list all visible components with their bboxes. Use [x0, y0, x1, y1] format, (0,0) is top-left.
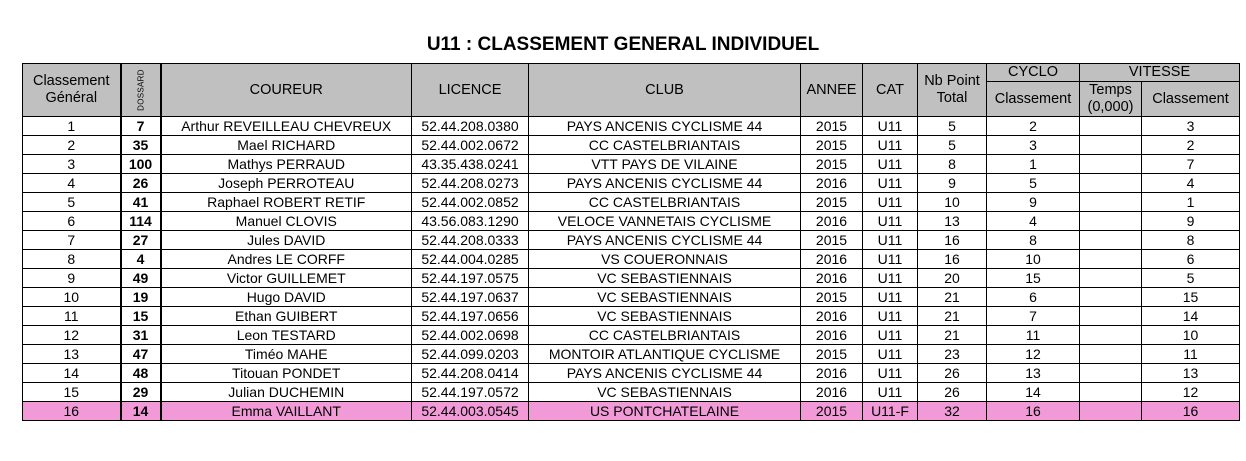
header-vitesse: VITESSE — [1080, 64, 1240, 82]
cell-vitesse-classement: 1 — [1142, 193, 1240, 212]
header-club: CLUB — [529, 64, 801, 117]
cell-club: PAYS ANCENIS CYCLISME 44 — [529, 174, 801, 193]
cell-cyclo-classement: 16 — [987, 402, 1080, 421]
cell-coureur: Mael RICHARD — [161, 136, 412, 155]
header-vitesse-temps — [1080, 82, 1142, 117]
cell-cyclo-classement: 15 — [987, 269, 1080, 288]
cell-points: 8 — [918, 155, 987, 174]
table-row — [23, 117, 1240, 136]
table-row — [23, 364, 1240, 383]
cell-licence: 43.56.083.1290 — [412, 212, 529, 231]
cell-points: 21 — [918, 288, 987, 307]
header-temps-line1: Temps — [1089, 82, 1132, 98]
cell-dossard: 27 — [121, 231, 161, 250]
cell-cat: U11 — [863, 231, 918, 250]
cell-rank: 4 — [23, 174, 121, 193]
cell-coureur: Manuel CLOVIS — [161, 212, 412, 231]
cell-points: 26 — [918, 364, 987, 383]
cell-rank: 2 — [23, 136, 121, 155]
cell-coureur: Arthur REVEILLEAU CHEVREUX — [161, 117, 412, 136]
cell-points: 5 — [918, 136, 987, 155]
cell-cyclo-classement: 11 — [987, 326, 1080, 345]
cell-vitesse-classement: 16 — [1142, 402, 1240, 421]
table-row — [23, 212, 1240, 231]
cell-cat: U11 — [863, 307, 918, 326]
cell-cyclo-classement: 3 — [987, 136, 1080, 155]
cell-annee: 2016 — [801, 326, 863, 345]
cell-club: VS COUERONNAIS — [529, 250, 801, 269]
table-row — [23, 136, 1240, 155]
table-row — [23, 383, 1240, 402]
cell-vitesse-classement: 7 — [1142, 155, 1240, 174]
cell-coureur: Titouan PONDET — [161, 364, 412, 383]
cell-dossard: 26 — [121, 174, 161, 193]
cell-coureur: Leon TESTARD — [161, 326, 412, 345]
cell-rank: 12 — [23, 326, 121, 345]
cell-vitesse-temps — [1080, 383, 1142, 402]
cell-points: 16 — [918, 231, 987, 250]
cell-licence: 43.35.438.0241 — [412, 155, 529, 174]
cell-annee: 2015 — [801, 345, 863, 364]
cell-cat: U11-F — [863, 402, 918, 421]
cell-cat: U11 — [863, 345, 918, 364]
cell-cyclo-classement: 8 — [987, 231, 1080, 250]
cell-cyclo-classement: 10 — [987, 250, 1080, 269]
cell-rank: 1 — [23, 117, 121, 136]
table-row — [23, 326, 1240, 345]
cell-licence: 52.44.208.0380 — [412, 117, 529, 136]
cell-club: VC SEBASTIENNAIS — [529, 288, 801, 307]
cell-cat: U11 — [863, 193, 918, 212]
cell-dossard: 31 — [121, 326, 161, 345]
cell-cyclo-classement: 7 — [987, 307, 1080, 326]
cell-club: CC CASTELBRIANTAIS — [529, 193, 801, 212]
table-row — [23, 174, 1240, 193]
cell-cat: U11 — [863, 288, 918, 307]
cell-vitesse-classement: 5 — [1142, 269, 1240, 288]
cell-points: 9 — [918, 174, 987, 193]
cell-rank: 15 — [23, 383, 121, 402]
cell-dossard: 4 — [121, 250, 161, 269]
cell-annee: 2016 — [801, 364, 863, 383]
cell-licence: 52.44.197.0637 — [412, 288, 529, 307]
cell-licence: 52.44.003.0545 — [412, 402, 529, 421]
cell-dossard: 7 — [121, 117, 161, 136]
cell-dossard: 19 — [121, 288, 161, 307]
cell-dossard: 29 — [121, 383, 161, 402]
header-coureur: COUREUR — [161, 64, 412, 117]
cell-vitesse-classement: 14 — [1142, 307, 1240, 326]
cell-vitesse-classement: 6 — [1142, 250, 1240, 269]
cell-rank: 3 — [23, 155, 121, 174]
table-row — [23, 307, 1240, 326]
header-cat: CAT — [863, 64, 918, 117]
cell-coureur: Jules DAVID — [161, 231, 412, 250]
header-dossard-label: DOSSARD — [136, 69, 145, 111]
cell-vitesse-classement: 10 — [1142, 326, 1240, 345]
cell-annee: 2015 — [801, 402, 863, 421]
cell-points: 26 — [918, 383, 987, 402]
cell-licence: 52.44.002.0672 — [412, 136, 529, 155]
cell-dossard: 35 — [121, 136, 161, 155]
cell-points: 21 — [918, 326, 987, 345]
header-dossard — [121, 64, 161, 117]
cell-annee: 2016 — [801, 174, 863, 193]
cell-dossard: 41 — [121, 193, 161, 212]
cell-cat: U11 — [863, 155, 918, 174]
cell-cyclo-classement: 4 — [987, 212, 1080, 231]
cell-club: VC SEBASTIENNAIS — [529, 383, 801, 402]
cell-cat: U11 — [863, 117, 918, 136]
cell-vitesse-classement: 11 — [1142, 345, 1240, 364]
cell-vitesse-classement: 4 — [1142, 174, 1240, 193]
cell-vitesse-classement: 15 — [1142, 288, 1240, 307]
cell-licence: 52.44.208.0333 — [412, 231, 529, 250]
cell-cyclo-classement: 2 — [987, 117, 1080, 136]
cell-cat: U11 — [863, 364, 918, 383]
cell-rank: 13 — [23, 345, 121, 364]
cell-coureur: Raphael ROBERT RETIF — [161, 193, 412, 212]
cell-annee: 2016 — [801, 212, 863, 231]
cell-annee: 2015 — [801, 155, 863, 174]
header-classement-general-line1: Classement — [32, 73, 110, 89]
cell-club: PAYS ANCENIS CYCLISME 44 — [529, 364, 801, 383]
cell-vitesse-temps — [1080, 193, 1142, 212]
cell-annee: 2016 — [801, 269, 863, 288]
cell-coureur: Mathys PERRAUD — [161, 155, 412, 174]
header-nb-point-line1: Nb Point — [924, 73, 980, 89]
cell-cat: U11 — [863, 250, 918, 269]
header-cyclo-classement: Classement — [987, 82, 1080, 117]
cell-licence: 52.44.002.0698 — [412, 326, 529, 345]
cell-vitesse-temps — [1080, 326, 1142, 345]
cell-vitesse-classement: 3 — [1142, 117, 1240, 136]
cell-cyclo-classement: 1 — [987, 155, 1080, 174]
cell-licence: 52.44.197.0656 — [412, 307, 529, 326]
cell-annee: 2015 — [801, 136, 863, 155]
cell-rank: 5 — [23, 193, 121, 212]
cell-rank: 8 — [23, 250, 121, 269]
header-vitesse-classement: Classement — [1142, 82, 1240, 117]
cell-annee: 2015 — [801, 193, 863, 212]
cell-points: 5 — [918, 117, 987, 136]
cell-licence: 52.44.004.0285 — [412, 250, 529, 269]
cell-club: PAYS ANCENIS CYCLISME 44 — [529, 117, 801, 136]
cell-coureur: Timéo MAHE — [161, 345, 412, 364]
table-row — [23, 250, 1240, 269]
cell-coureur: Andres LE CORFF — [161, 250, 412, 269]
header-nb-point-total — [918, 64, 987, 117]
cell-coureur: Joseph PERROTEAU — [161, 174, 412, 193]
cell-points: 21 — [918, 307, 987, 326]
cell-rank: 10 — [23, 288, 121, 307]
cell-club: VTT PAYS DE VILAINE — [529, 155, 801, 174]
cell-vitesse-temps — [1080, 231, 1142, 250]
cell-cat: U11 — [863, 174, 918, 193]
cell-cat: U11 — [863, 383, 918, 402]
cell-coureur: Julian DUCHEMIN — [161, 383, 412, 402]
cell-vitesse-temps — [1080, 364, 1142, 383]
cell-annee: 2016 — [801, 383, 863, 402]
table-row — [23, 155, 1240, 174]
cell-club: VC SEBASTIENNAIS — [529, 269, 801, 288]
cell-vitesse-classement: 2 — [1142, 136, 1240, 155]
cell-vitesse-classement: 9 — [1142, 212, 1240, 231]
cell-vitesse-classement: 8 — [1142, 231, 1240, 250]
cell-vitesse-temps — [1080, 307, 1142, 326]
cell-vitesse-temps — [1080, 117, 1142, 136]
cell-annee: 2016 — [801, 250, 863, 269]
cell-vitesse-temps — [1080, 174, 1142, 193]
ranking-table — [22, 63, 1240, 421]
cell-club: CC CASTELBRIANTAIS — [529, 326, 801, 345]
cell-coureur: Ethan GUIBERT — [161, 307, 412, 326]
header-cyclo: CYCLO — [987, 64, 1080, 82]
page-title: U11 : CLASSEMENT GENERAL INDIVIDUEL — [426, 34, 820, 55]
cell-cyclo-classement: 14 — [987, 383, 1080, 402]
table-row — [23, 345, 1240, 364]
cell-dossard: 47 — [121, 345, 161, 364]
cell-dossard: 114 — [121, 212, 161, 231]
cell-cat: U11 — [863, 212, 918, 231]
cell-points: 23 — [918, 345, 987, 364]
cell-annee: 2015 — [801, 288, 863, 307]
cell-club: VC SEBASTIENNAIS — [529, 307, 801, 326]
header-annee: ANNEE — [801, 64, 863, 117]
cell-licence: 52.44.208.0273 — [412, 174, 529, 193]
cell-rank: 16 — [23, 402, 121, 421]
cell-dossard: 15 — [121, 307, 161, 326]
cell-licence: 52.44.208.0414 — [412, 364, 529, 383]
cell-vitesse-temps — [1080, 402, 1142, 421]
table-row — [23, 231, 1240, 250]
cell-points: 13 — [918, 212, 987, 231]
cell-cyclo-classement: 6 — [987, 288, 1080, 307]
cell-annee: 2015 — [801, 231, 863, 250]
header-classement-general — [23, 64, 121, 117]
table-row — [23, 193, 1240, 212]
cell-vitesse-temps — [1080, 345, 1142, 364]
cell-cyclo-classement: 13 — [987, 364, 1080, 383]
cell-dossard: 49 — [121, 269, 161, 288]
cell-annee: 2016 — [801, 307, 863, 326]
header-classement-general-line2: Général — [45, 90, 98, 106]
header-nb-point-line2: Total — [936, 90, 968, 106]
table-row — [23, 402, 1240, 421]
cell-vitesse-temps — [1080, 288, 1142, 307]
cell-club: VELOCE VANNETAIS CYCLISME — [529, 212, 801, 231]
cell-points: 10 — [918, 193, 987, 212]
cell-coureur: Victor GUILLEMET — [161, 269, 412, 288]
cell-annee: 2015 — [801, 117, 863, 136]
cell-rank: 14 — [23, 364, 121, 383]
cell-licence: 52.44.099.0203 — [412, 345, 529, 364]
cell-licence: 52.44.197.0572 — [412, 383, 529, 402]
cell-vitesse-classement: 12 — [1142, 383, 1240, 402]
cell-club: MONTOIR ATLANTIQUE CYCLISME — [529, 345, 801, 364]
cell-vitesse-temps — [1080, 250, 1142, 269]
cell-vitesse-temps — [1080, 136, 1142, 155]
cell-rank: 6 — [23, 212, 121, 231]
cell-vitesse-temps — [1080, 212, 1142, 231]
cell-coureur: Emma VAILLANT — [161, 402, 412, 421]
cell-points: 32 — [918, 402, 987, 421]
cell-club: CC CASTELBRIANTAIS — [529, 136, 801, 155]
header-temps-line2: (0,000) — [1087, 99, 1134, 115]
cell-cyclo-classement: 9 — [987, 193, 1080, 212]
table-row — [23, 288, 1240, 307]
cell-cat: U11 — [863, 326, 918, 345]
cell-points: 16 — [918, 250, 987, 269]
cell-cyclo-classement: 5 — [987, 174, 1080, 193]
cell-dossard: 48 — [121, 364, 161, 383]
cell-club: US PONTCHATELAINE — [529, 402, 801, 421]
cell-cat: U11 — [863, 269, 918, 288]
cell-cat: U11 — [863, 136, 918, 155]
cell-vitesse-classement: 13 — [1142, 364, 1240, 383]
cell-cyclo-classement: 12 — [987, 345, 1080, 364]
cell-rank: 9 — [23, 269, 121, 288]
cell-vitesse-temps — [1080, 155, 1142, 174]
cell-rank: 7 — [23, 231, 121, 250]
cell-coureur: Hugo DAVID — [161, 288, 412, 307]
header-licence: LICENCE — [412, 64, 529, 117]
cell-dossard: 14 — [121, 402, 161, 421]
cell-points: 20 — [918, 269, 987, 288]
cell-vitesse-temps — [1080, 269, 1142, 288]
cell-licence: 52.44.002.0852 — [412, 193, 529, 212]
cell-rank: 11 — [23, 307, 121, 326]
cell-club: PAYS ANCENIS CYCLISME 44 — [529, 231, 801, 250]
cell-dossard: 100 — [121, 155, 161, 174]
cell-licence: 52.44.197.0575 — [412, 269, 529, 288]
table-row — [23, 269, 1240, 288]
